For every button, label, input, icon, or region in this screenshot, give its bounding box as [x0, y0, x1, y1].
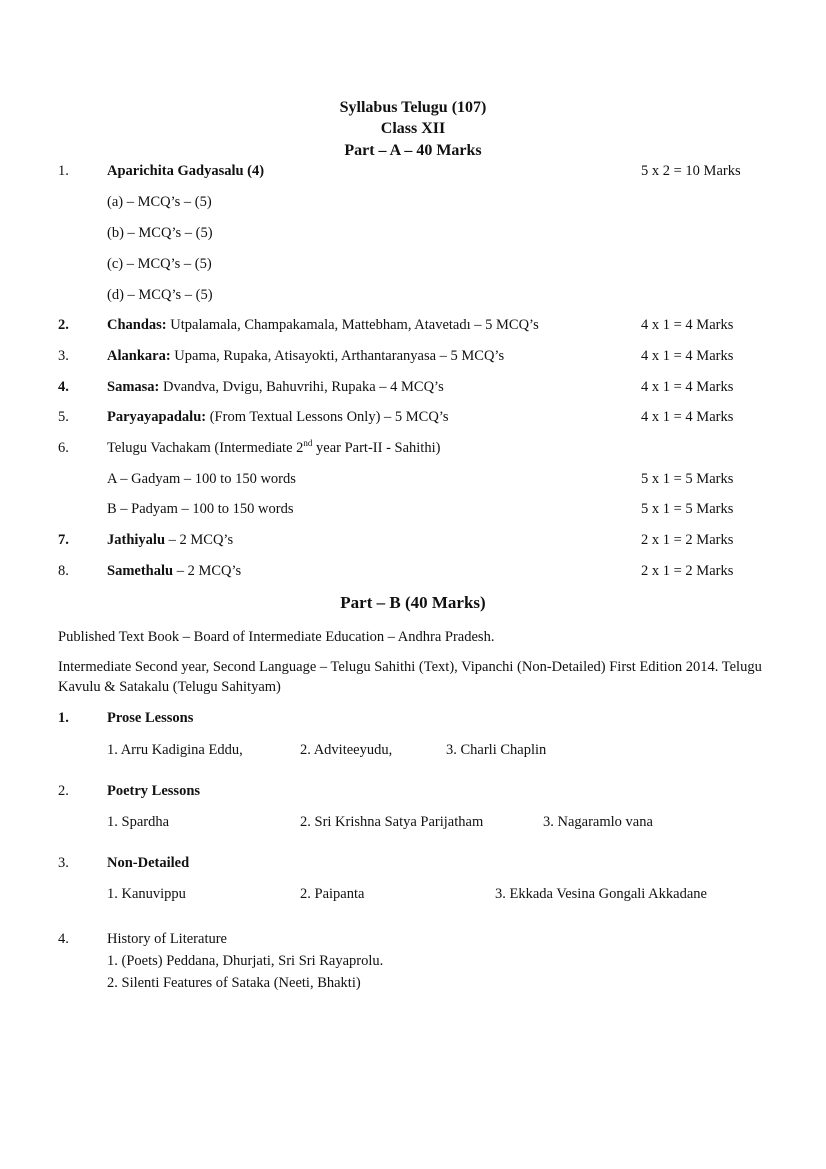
- item-label: Paryayapadalu:: [107, 409, 207, 425]
- lesson-item: 3. Ekkada Vesina Gongali Akkadane: [495, 886, 707, 902]
- item-number: 2.: [58, 317, 69, 333]
- sub-item: (a) – MCQ’s – (5): [107, 194, 212, 210]
- lesson-item: 1. Spardha: [107, 814, 170, 830]
- section-number: 4.: [58, 931, 69, 947]
- item-marks: 4 x 1 = 4 Marks: [641, 409, 734, 425]
- item-text: Dvandva, Dvigu, Bahuvrihi, Rupaka – 4 MCQ’s: [159, 379, 444, 395]
- history-line: 1. (Poets) Peddana, Dhurjati, Sri Sri Rayaprolu.: [107, 953, 384, 969]
- class-heading: Class XII: [380, 120, 446, 137]
- lesson-item: 1. Kanuvippu: [107, 886, 186, 902]
- lesson-item: 3. Charli Chaplin: [446, 742, 547, 758]
- part-a-heading: Part – A – 40 Marks: [344, 142, 482, 159]
- item-number: 5.: [58, 409, 69, 425]
- item-label: Samasa:: [107, 379, 160, 395]
- item-text: – 2 MCQ’s: [173, 563, 242, 579]
- item-label: Samethalu: [107, 563, 174, 579]
- item-marks: 5 x 2 = 10 Marks: [641, 163, 741, 179]
- section-title: Prose Lessons: [107, 710, 194, 726]
- item-text: – 2 MCQ’s: [165, 532, 234, 548]
- part-b-heading: Part – B (40 Marks): [340, 593, 486, 612]
- ordinal-suffix: nd: [303, 438, 313, 449]
- section-title: Poetry Lessons: [107, 783, 201, 799]
- item-number: 4.: [58, 379, 69, 395]
- item-marks: 4 x 1 = 4 Marks: [641, 348, 734, 364]
- item-row: [107, 347, 504, 365]
- section-title: Non-Detailed: [107, 855, 190, 871]
- item-row: [107, 378, 444, 396]
- item-row: [107, 531, 233, 549]
- item-marks: 4 x 1 = 4 Marks: [641, 379, 734, 395]
- item-number: 7.: [58, 532, 69, 548]
- item-text: Telugu Vachakam (Intermediate 2: [107, 440, 304, 456]
- published-note: Published Text Book – Board of Intermediate Education – Andhra Pradesh.: [58, 629, 495, 645]
- section-title: History of Literature: [107, 931, 227, 947]
- item-marks: 2 x 1 = 2 Marks: [641, 563, 734, 579]
- item-row: [107, 562, 241, 580]
- history-line: 2. Silenti Features of Sataka (Neeti, Bhakti): [107, 975, 361, 991]
- item-number: 1.: [58, 163, 69, 179]
- sub-item: (b) – MCQ’s – (5): [107, 225, 213, 241]
- sub-item: (c) – MCQ’s – (5): [107, 256, 212, 272]
- item-label: Alankara:: [107, 348, 171, 364]
- item-marks: 5 x 1 = 5 Marks: [641, 471, 734, 487]
- sub-item: B – Padyam – 100 to 150 words: [107, 501, 294, 517]
- item-number: 8.: [58, 563, 69, 579]
- item-number: 6.: [58, 440, 69, 456]
- section-number: 3.: [58, 855, 69, 871]
- section-number: 2.: [58, 783, 69, 799]
- intermediate-note: Intermediate Second year, Second Language – Telugu Sahithi (Text), Vipanchi (Non-Detailed) First Edition 2014. Telugu Kavulu & Satakalu (Telugu Sahityam): [58, 659, 762, 695]
- lesson-item: 3. Nagaramlo vana: [543, 814, 653, 830]
- item-number: 3.: [58, 348, 69, 364]
- lesson-item: 2. Paipanta: [300, 886, 365, 902]
- lesson-item: 2. Sri Krishna Satya Parijatham: [300, 814, 484, 830]
- sub-item: A – Gadyam – 100 to 150 words: [107, 471, 296, 487]
- item-text: year Part-II - Sahithi): [312, 440, 441, 456]
- item-row: [107, 408, 449, 426]
- lesson-item: 2. Adviteeyudu,: [300, 742, 393, 758]
- item-row: [107, 439, 440, 457]
- item-marks: 2 x 1 = 2 Marks: [641, 532, 734, 548]
- sub-item: (d) – MCQ’s – (5): [107, 287, 213, 303]
- lesson-item: 1. Arru Kadigina Eddu,: [107, 742, 243, 758]
- item-text: Upama, Rupaka, Atisayokti, Arthantaranyasa – 5 MCQ’s: [170, 348, 505, 364]
- item-marks: 5 x 1 = 5 Marks: [641, 501, 734, 517]
- item-title: Aparichita Gadyasalu (4): [107, 163, 265, 179]
- item-text: (From Textual Lessons Only) – 5 MCQ’s: [206, 409, 449, 425]
- item-text: Utpalamala, Champakamala, Mattebham, Atavetadı – 5 MCQ’s: [166, 317, 539, 333]
- page-title: Syllabus Telugu (107): [339, 99, 487, 116]
- item-row: [107, 316, 539, 334]
- item-label: Jathiyalu: [107, 532, 166, 548]
- section-number: 1.: [58, 710, 69, 726]
- item-label: Chandas:: [107, 317, 167, 333]
- item-marks: 4 x 1 = 4 Marks: [641, 317, 734, 333]
